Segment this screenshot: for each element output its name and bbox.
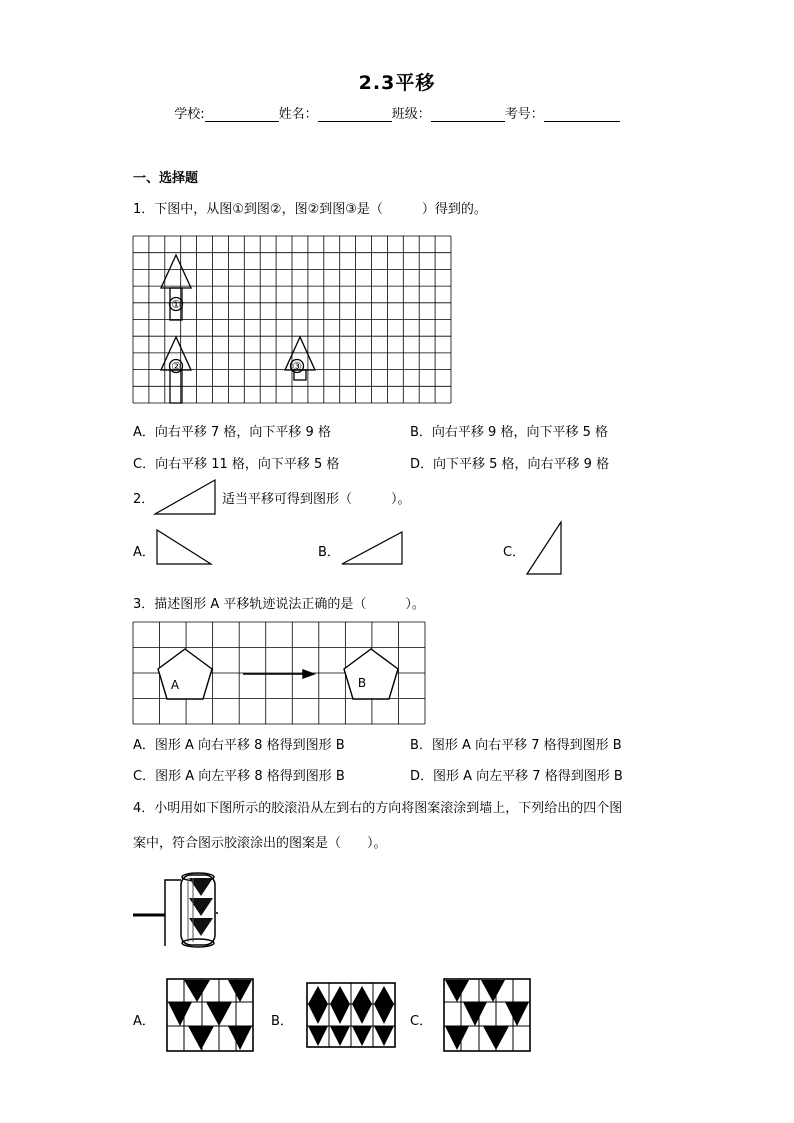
q4-option-a-pattern[interactable]: [166, 978, 254, 1052]
q4-option-a-label[interactable]: A．: [133, 1014, 155, 1029]
q4-stem-line1: 4．小明用如下图所示的胶滚沿从左到右的方向将图案滚涂到墙上，下列给出的四个图: [133, 801, 623, 816]
q4-option-b-label[interactable]: B．: [271, 1014, 293, 1029]
exam-no-blank[interactable]: [544, 107, 620, 122]
q3-arrow: [243, 670, 314, 678]
q1-stem: 1．下图中，从图①到图②，图②到图③是（ ）得到的。: [133, 202, 487, 217]
q2-option-c-triangle[interactable]: [525, 520, 563, 576]
q4-option-c-label[interactable]: C．: [410, 1014, 433, 1029]
class-label: 班级：: [391, 107, 431, 122]
class-blank[interactable]: [431, 107, 505, 122]
q3-pentagon-b: [344, 649, 398, 699]
exam-no-label: 考号：: [504, 107, 544, 122]
q1-arrow-figure-3: [285, 337, 315, 380]
q1-label-2: ②: [171, 360, 181, 373]
q2-triangle-original: [153, 478, 217, 516]
q3-option-a[interactable]: A．图形 A 向右平移 8 格得到图形 B: [133, 738, 345, 753]
q3-grid-figure: [133, 622, 427, 726]
q2-number: 2．: [133, 492, 155, 507]
q4-stem-line2: 案中，符合图示胶滚涂出的图案是（ ）。: [133, 836, 387, 851]
student-info-line: [0, 103, 794, 122]
school-label: 学校:: [174, 107, 205, 122]
q1-option-b[interactable]: B．向右平移 9 格，向下平移 5 格: [410, 425, 608, 440]
q1-label-3: ③: [292, 360, 302, 373]
q2-option-b-label[interactable]: B．: [318, 545, 340, 560]
section-title: 一、选择题: [133, 171, 199, 186]
q1-option-a[interactable]: A．向右平移 7 格，向下平移 9 格: [133, 425, 331, 440]
q1-label-1: ①: [171, 298, 181, 311]
q1-grid-figure: [133, 236, 453, 406]
q2-option-a-triangle[interactable]: [155, 528, 213, 566]
q3-stem: 3．描述图形 A 平移轨迹说法正确的是（ ）。: [133, 597, 425, 612]
q2-option-c-label[interactable]: C．: [503, 545, 526, 560]
name-blank[interactable]: [318, 107, 392, 122]
q4-option-b-pattern[interactable]: [306, 982, 396, 1048]
q3-label-a: A: [170, 678, 180, 692]
name-label: 姓名：: [278, 107, 318, 122]
q3-option-c[interactable]: C．图形 A 向左平移 8 格得到图形 B: [133, 769, 345, 784]
q4-option-c-pattern[interactable]: [443, 978, 531, 1052]
q3-option-b[interactable]: B．图形 A 向右平移 7 格得到图形 B: [410, 738, 622, 753]
q4-paint-roller: [133, 870, 223, 955]
q3-label-b: B: [357, 676, 367, 690]
q1-option-c[interactable]: C．向右平移 11 格，向下平移 5 格: [133, 457, 340, 472]
q2-option-b-triangle[interactable]: [340, 530, 404, 566]
q1-option-d[interactable]: D．向下平移 5 格，向右平移 9 格: [410, 457, 610, 472]
page-title: 2.3平移: [358, 72, 436, 94]
q2-option-a-label[interactable]: A．: [133, 545, 155, 560]
q3-pentagon-a: [158, 649, 212, 699]
q3-option-d[interactable]: D．图形 A 向左平移 7 格得到图形 B: [410, 769, 623, 784]
q2-stem: 适当平移可得到图形（ ）。: [222, 492, 411, 507]
school-blank[interactable]: [205, 107, 279, 122]
